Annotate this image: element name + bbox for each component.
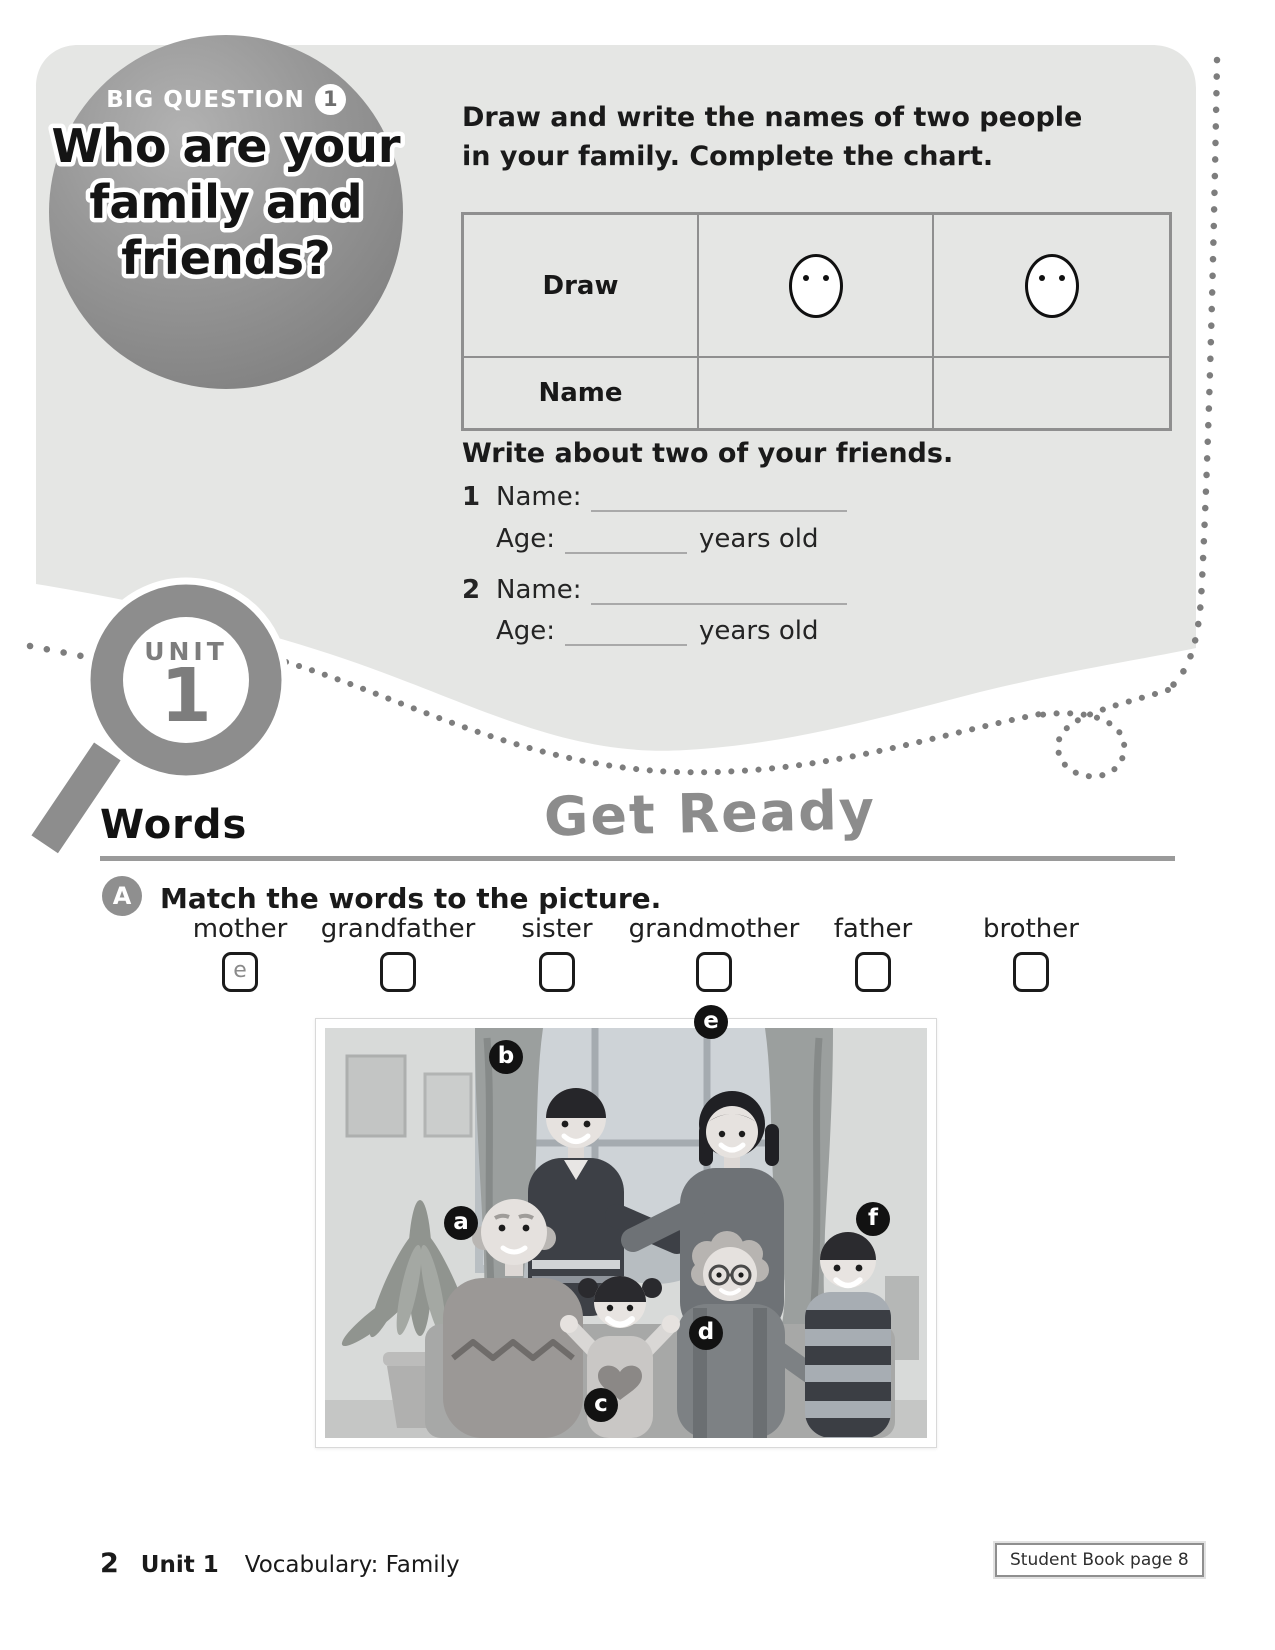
word-father: father (833, 914, 913, 944)
answer-box-grandmother[interactable] (696, 952, 732, 992)
get-ready-banner: Get Ready (543, 778, 877, 849)
family-picture (315, 1008, 937, 1448)
item-number: 1 (462, 482, 481, 512)
age-suffix: years old (699, 524, 819, 554)
age-label: Age: (496, 616, 556, 646)
friend-2-age-row (496, 612, 819, 646)
friend-1-name-row (462, 478, 847, 512)
name-cell-1[interactable] (699, 358, 934, 428)
age-suffix: years old (699, 616, 819, 646)
name-label: Name: (496, 575, 582, 605)
answer-box-mother[interactable]: e (222, 952, 258, 992)
answer-box-grandfather[interactable] (380, 952, 416, 992)
name-cell-2[interactable] (934, 358, 1169, 428)
picture-label-a: a (444, 1206, 478, 1240)
answer-box-sister[interactable] (539, 952, 575, 992)
name-row-label: Name (538, 378, 623, 408)
family-illustration (325, 1028, 927, 1438)
picture-label-f: f (856, 1202, 890, 1236)
picture-label-d: d (689, 1316, 723, 1350)
word-mother: mother (192, 914, 288, 944)
age-label: Age: (496, 524, 556, 554)
word-brother: brother (983, 914, 1079, 944)
title-line-2: family and (89, 175, 363, 229)
answer-box-father[interactable] (855, 952, 891, 992)
title-line-1: Who are your (51, 119, 401, 173)
words-section-heading: Words (100, 802, 248, 848)
section-divider (100, 856, 1175, 861)
picture-label-c: c (584, 1388, 618, 1422)
big-question-kicker-label: BIG QUESTION (106, 86, 305, 113)
friend-2-name-row (462, 571, 847, 605)
unit-label: UNIT (144, 637, 228, 667)
chart-task-instruction: Draw and write the names of two people in your family. Complete the chart. (462, 102, 1083, 172)
big-question-title (36, 116, 416, 306)
name-label: Name: (496, 482, 582, 512)
unit-number: 1 (160, 653, 212, 740)
unit-badge (118, 632, 254, 740)
picture-label-e: e (694, 1005, 728, 1039)
word-grandmother: grandmother (628, 914, 800, 944)
draw-cell-1[interactable] (699, 215, 934, 358)
face-placeholder-icon (789, 254, 843, 318)
exercise-a-instruction: Match the words to the picture. (160, 882, 662, 915)
answer-box-brother[interactable] (1013, 952, 1049, 992)
draw-row-label-cell (464, 215, 699, 358)
draw-name-chart (461, 212, 1172, 431)
word-grandfather: grandfather (320, 914, 476, 944)
name-write-line[interactable] (591, 575, 847, 605)
footer-unit-label: Unit 1 (140, 1552, 219, 1578)
friends-task-heading: Write about two of your friends. (462, 438, 954, 469)
title-line-3: friends? (121, 231, 331, 285)
student-book-reference: Student Book page 8 (995, 1543, 1204, 1577)
footer-topic: Vocabulary: Family (244, 1552, 460, 1578)
name-row-label-cell (464, 358, 699, 428)
picture-label-b: b (489, 1040, 523, 1074)
big-question-number-badge: 1 (315, 84, 346, 115)
exercise-a-badge: A (102, 876, 142, 916)
draw-cell-2[interactable] (934, 215, 1169, 358)
face-placeholder-icon (1025, 254, 1079, 318)
friend-1-age-row (496, 520, 819, 554)
item-number: 2 (462, 575, 481, 605)
word-sister: sister (521, 914, 593, 944)
big-question-kicker (86, 84, 366, 115)
footer (100, 1548, 460, 1579)
page-number: 2 (100, 1548, 119, 1579)
age-write-line[interactable] (565, 616, 687, 646)
draw-row-label: Draw (542, 270, 619, 301)
name-write-line[interactable] (591, 482, 847, 512)
age-write-line[interactable] (565, 524, 687, 554)
